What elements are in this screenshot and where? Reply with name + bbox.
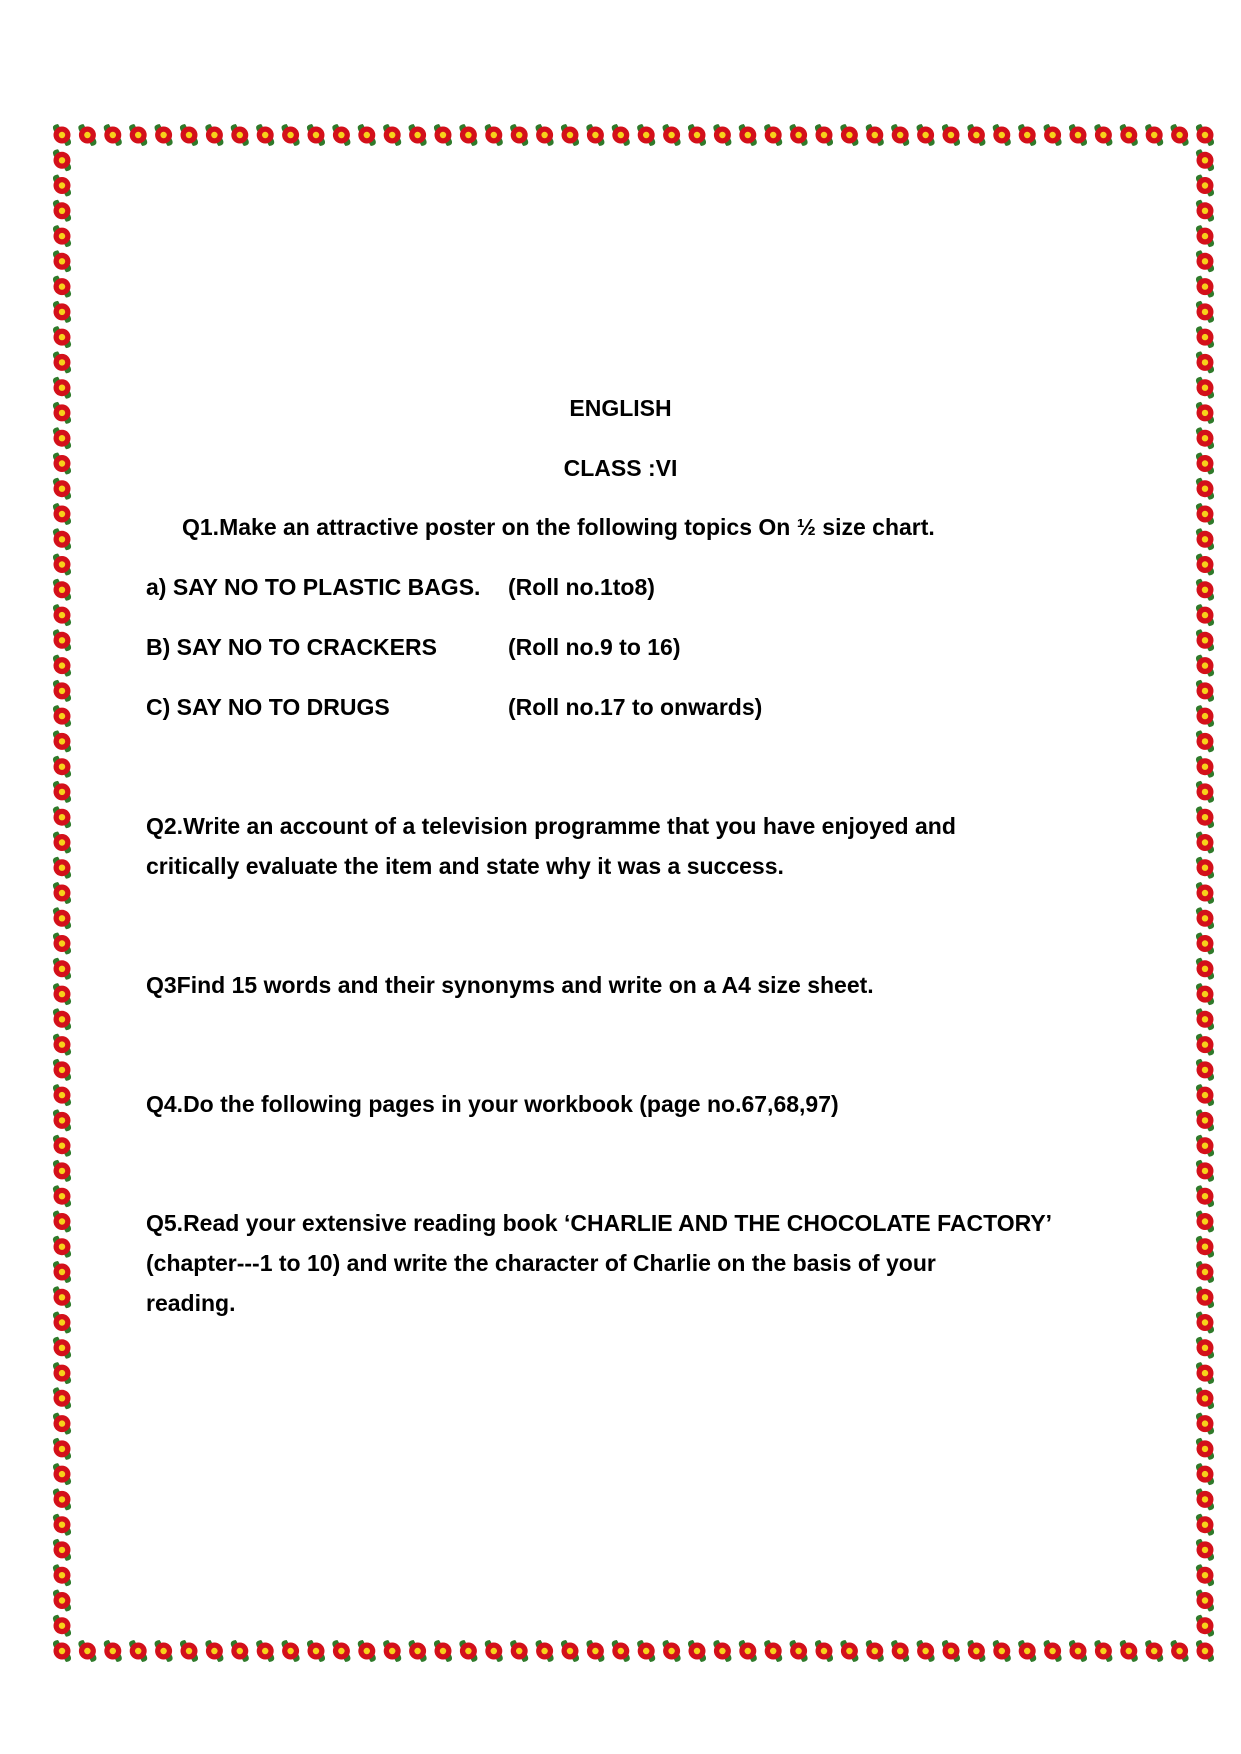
flower-icon	[1196, 250, 1214, 272]
flower-icon	[1196, 1236, 1214, 1258]
topic-label: C) SAY NO TO DRUGS	[146, 694, 390, 720]
flower-icon	[434, 124, 452, 146]
flower-icon	[53, 730, 71, 752]
flower-icon	[1196, 351, 1214, 373]
flower-icon	[53, 1008, 71, 1030]
flower-icon	[53, 1337, 71, 1359]
flower-icon	[53, 1236, 71, 1258]
flower-icon	[53, 781, 71, 803]
flower-icon	[1196, 1312, 1214, 1334]
flower-icon	[1196, 705, 1214, 727]
flower-icon	[53, 225, 71, 247]
flower-icon	[790, 1640, 808, 1662]
flower-icon	[282, 124, 300, 146]
flower-icon	[53, 1640, 71, 1662]
flower-icon	[1069, 124, 1087, 146]
flower-icon	[1196, 1135, 1214, 1157]
flower-icon	[231, 124, 249, 146]
question-5-line-1: Q5.Read your extensive reading book ‘CHARLIE AND THE CHOCOLATE FACTORY’	[146, 1210, 1053, 1236]
flower-icon	[612, 1640, 630, 1662]
flower-icon	[53, 933, 71, 955]
flower-icon	[53, 1387, 71, 1409]
flower-icon	[1196, 175, 1214, 197]
flower-icon	[53, 1059, 71, 1081]
flower-icon	[129, 1640, 147, 1662]
flower-icon	[53, 1084, 71, 1106]
flower-icon	[459, 124, 477, 146]
flower-icon	[231, 1640, 249, 1662]
flower-icon	[561, 1640, 579, 1662]
flower-icon	[1196, 730, 1214, 752]
flower-icon	[637, 124, 655, 146]
flower-icon	[78, 124, 96, 146]
flower-icon	[53, 1362, 71, 1384]
topic-roll: (Roll no.17 to onwards)	[508, 694, 763, 720]
topic-roll: (Roll no.1to8)	[508, 574, 655, 600]
class-label: CLASS :VI	[563, 455, 678, 481]
flower-icon	[53, 1261, 71, 1283]
flower-icon	[1196, 1211, 1214, 1233]
flower-icon	[205, 124, 223, 146]
flower-icon	[53, 149, 71, 171]
flower-icon	[282, 1640, 300, 1662]
flower-icon	[586, 1640, 604, 1662]
flower-icon	[1196, 1109, 1214, 1131]
flower-icon	[1196, 427, 1214, 449]
flower-icon	[942, 1640, 960, 1662]
flower-icon	[53, 1185, 71, 1207]
flower-icon	[53, 301, 71, 323]
flower-icon	[409, 1640, 427, 1662]
flower-icon	[1196, 149, 1214, 171]
flower-icon	[1069, 1640, 1087, 1662]
flower-icon	[53, 1034, 71, 1056]
topic-row-plastic-bags	[146, 567, 1046, 607]
flower-icon	[840, 1640, 858, 1662]
flower-icon	[1196, 933, 1214, 955]
flower-icon	[1196, 1008, 1214, 1030]
flower-icon	[53, 680, 71, 702]
flower-icon	[1196, 1034, 1214, 1056]
question-4: Q4.Do the following pages in your workbook (page no.67,68,97)	[146, 1091, 839, 1117]
flower-icon	[917, 1640, 935, 1662]
flower-icon	[485, 1640, 503, 1662]
flower-icon	[434, 1640, 452, 1662]
flower-icon	[1196, 629, 1214, 651]
flower-icon	[1018, 1640, 1036, 1662]
flower-icon	[1120, 124, 1138, 146]
flower-icon	[53, 1615, 71, 1637]
flower-icon	[713, 1640, 731, 1662]
flower-icon	[383, 1640, 401, 1662]
flower-icon	[993, 124, 1011, 146]
flower-icon	[53, 124, 71, 146]
flower-icon	[1196, 1514, 1214, 1536]
flower-icon	[840, 124, 858, 146]
flower-icon	[1196, 781, 1214, 803]
flower-icon	[307, 1640, 325, 1662]
flower-icon	[1196, 680, 1214, 702]
flower-icon	[53, 1463, 71, 1485]
flower-icon	[53, 503, 71, 525]
flower-icon	[78, 1640, 96, 1662]
flower-icon	[917, 124, 935, 146]
flower-icon	[53, 1564, 71, 1586]
flower-icon	[53, 1514, 71, 1536]
flower-icon	[1196, 326, 1214, 348]
flower-icon	[129, 124, 147, 146]
topic-roll: (Roll no.9 to 16)	[508, 634, 681, 660]
flower-icon	[1044, 124, 1062, 146]
flower-icon	[663, 1640, 681, 1662]
flower-icon	[53, 1160, 71, 1182]
topic-row-drugs	[146, 687, 1046, 727]
flower-icon	[891, 124, 909, 146]
flower-icon	[358, 1640, 376, 1662]
flower-icon	[764, 1640, 782, 1662]
flower-icon	[1196, 554, 1214, 576]
flower-icon	[1196, 225, 1214, 247]
flower-icon	[53, 579, 71, 601]
topic-label: a) SAY NO TO PLASTIC BAGS.	[146, 574, 481, 600]
flower-icon	[332, 124, 350, 146]
flower-icon	[942, 124, 960, 146]
flower-icon	[1196, 832, 1214, 854]
flower-icon	[53, 832, 71, 854]
flower-icon	[53, 882, 71, 904]
flower-icon	[205, 1640, 223, 1662]
flower-icon	[967, 1640, 985, 1662]
flower-icon	[1044, 1640, 1062, 1662]
flower-icon	[53, 554, 71, 576]
flower-icon	[1196, 882, 1214, 904]
flower-icon	[155, 1640, 173, 1662]
flower-icon	[1196, 1084, 1214, 1106]
flower-icon	[155, 124, 173, 146]
flower-icon	[1196, 1160, 1214, 1182]
flower-icon	[815, 124, 833, 146]
flower-icon	[1196, 579, 1214, 601]
flower-icon	[53, 1488, 71, 1510]
flower-icon	[53, 1438, 71, 1460]
flower-icon	[53, 857, 71, 879]
flower-icon	[53, 604, 71, 626]
flower-icon	[53, 175, 71, 197]
flower-icon	[53, 427, 71, 449]
flower-icon	[1196, 983, 1214, 1005]
question-3: Q3Find 15 words and their synonyms and write on a A4 size sheet.	[146, 972, 874, 998]
flower-icon	[866, 1640, 884, 1662]
flower-icon	[53, 1135, 71, 1157]
flower-icon	[383, 124, 401, 146]
flower-icon	[1196, 1615, 1214, 1637]
flower-icon	[1196, 124, 1214, 146]
flower-icon	[485, 124, 503, 146]
flower-icon	[53, 907, 71, 929]
flower-icon	[459, 1640, 477, 1662]
flower-icon	[1196, 1387, 1214, 1409]
flower-icon	[1094, 1640, 1112, 1662]
flower-icon	[637, 1640, 655, 1662]
flower-icon	[53, 629, 71, 651]
flower-icon	[53, 756, 71, 778]
topic-label: B) SAY NO TO CRACKERS	[146, 634, 437, 660]
flower-icon	[1196, 1590, 1214, 1612]
flower-icon	[1196, 503, 1214, 525]
flower-icon	[967, 124, 985, 146]
question-2-line-2: critically evaluate the item and state why it was a success.	[146, 853, 784, 879]
flower-icon	[815, 1640, 833, 1662]
flower-icon	[53, 1590, 71, 1612]
flower-icon	[1196, 528, 1214, 550]
flower-icon	[180, 124, 198, 146]
flower-icon	[1196, 1261, 1214, 1283]
flower-icon	[53, 276, 71, 298]
flower-icon	[53, 1109, 71, 1131]
flower-icon	[688, 124, 706, 146]
flower-icon	[53, 705, 71, 727]
flower-icon	[1196, 655, 1214, 677]
flower-icon	[409, 124, 427, 146]
flower-icon	[53, 528, 71, 550]
flower-icon	[1171, 124, 1189, 146]
flower-icon	[1196, 806, 1214, 828]
flower-icon	[1196, 1337, 1214, 1359]
flower-icon	[1196, 1413, 1214, 1435]
flower-icon	[332, 1640, 350, 1662]
flower-icon	[764, 124, 782, 146]
flower-icon	[1171, 1640, 1189, 1662]
flower-icon	[256, 1640, 274, 1662]
question-5-line-2: (chapter---1 to 10) and write the character of Charlie on the basis of your	[146, 1250, 936, 1276]
flower-icon	[1196, 1463, 1214, 1485]
flower-icon	[1196, 276, 1214, 298]
flower-icon	[1120, 1640, 1138, 1662]
flower-icon	[1196, 1185, 1214, 1207]
flower-icon	[891, 1640, 909, 1662]
flower-icon	[536, 1640, 554, 1662]
flower-icon	[1196, 756, 1214, 778]
flower-icon	[53, 1539, 71, 1561]
subject-title: ENGLISH	[569, 395, 672, 421]
flower-icon	[1196, 200, 1214, 222]
flower-icon	[1196, 1059, 1214, 1081]
flower-icon	[510, 124, 528, 146]
flower-icon	[256, 124, 274, 146]
flower-icon	[53, 1211, 71, 1233]
flower-icon	[53, 983, 71, 1005]
flower-icon	[866, 124, 884, 146]
flower-icon	[536, 124, 554, 146]
flower-icon	[790, 124, 808, 146]
flower-icon	[713, 124, 731, 146]
flower-icon	[993, 1640, 1011, 1662]
flower-icon	[561, 124, 579, 146]
flower-icon	[1196, 907, 1214, 929]
flower-icon	[1196, 1640, 1214, 1662]
flower-icon	[1094, 124, 1112, 146]
flower-icon	[1145, 1640, 1163, 1662]
flower-icon	[1196, 1362, 1214, 1384]
flower-icon	[510, 1640, 528, 1662]
flower-icon	[53, 250, 71, 272]
flower-icon	[1196, 1286, 1214, 1308]
flower-icon	[663, 124, 681, 146]
flower-icon	[1196, 1564, 1214, 1586]
flower-icon	[612, 124, 630, 146]
flower-icon	[1196, 857, 1214, 879]
flower-icon	[104, 124, 122, 146]
question-5-line-3: reading.	[146, 1290, 236, 1316]
flower-icon	[586, 124, 604, 146]
flower-icon	[1196, 1438, 1214, 1460]
flower-icon	[1196, 301, 1214, 323]
flower-icon	[1196, 958, 1214, 980]
flower-icon	[53, 806, 71, 828]
flower-icon	[53, 326, 71, 348]
flower-icon	[53, 351, 71, 373]
flower-icon	[53, 958, 71, 980]
flower-icon	[1196, 604, 1214, 626]
flower-icon	[1196, 1539, 1214, 1561]
topic-row-crackers	[146, 627, 1046, 667]
flower-icon	[307, 124, 325, 146]
flower-icon	[53, 1312, 71, 1334]
flower-icon	[53, 200, 71, 222]
flower-icon	[1145, 124, 1163, 146]
question-1: Q1.Make an attractive poster on the following topics On ½ size chart.	[182, 514, 935, 540]
flower-icon	[1018, 124, 1036, 146]
question-2-line-1: Q2.Write an account of a television programme that you have enjoyed and	[146, 813, 956, 839]
flower-icon	[739, 1640, 757, 1662]
flower-icon	[688, 1640, 706, 1662]
flower-icon	[53, 655, 71, 677]
flower-icon	[53, 1413, 71, 1435]
flower-icon	[53, 1286, 71, 1308]
flower-icon	[180, 1640, 198, 1662]
flower-icon	[1196, 1488, 1214, 1510]
flower-icon	[739, 124, 757, 146]
flower-icon	[358, 124, 376, 146]
flower-icon	[104, 1640, 122, 1662]
